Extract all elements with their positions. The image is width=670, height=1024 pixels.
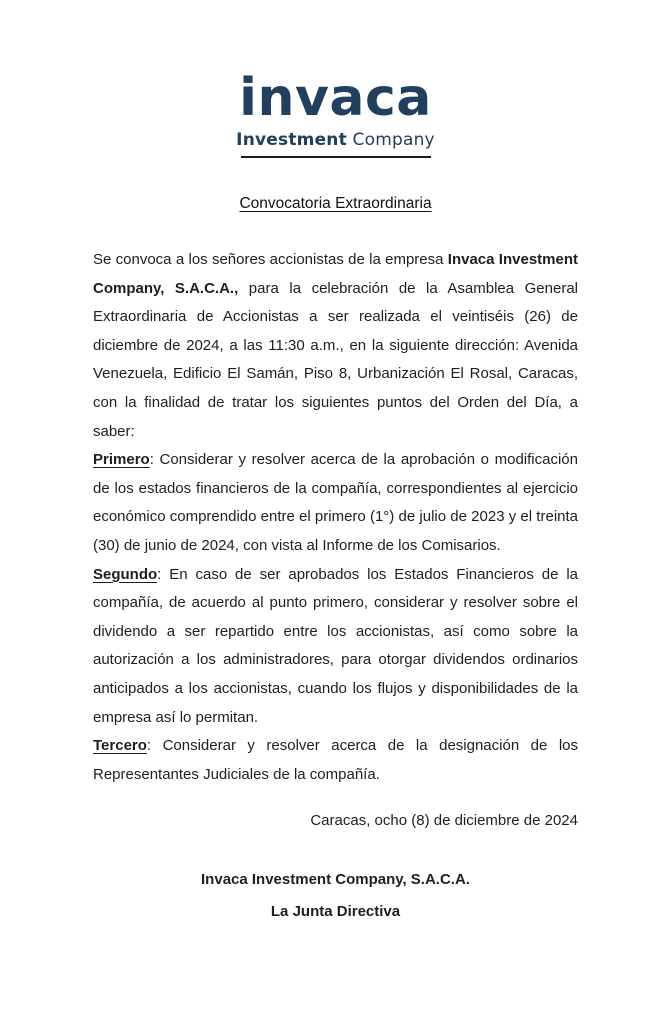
- paragraph-convocation-text-cont: para la celebración de la Asamblea General Extraordinaria de Accionistas a ser realizada el veintiséis (26) de diciembre de 2024, a las 11:30 a.m., en la siguiente dirección: Avenida Venezuela, Edificio El Samán, Piso 8, Urbanización El Rosal, Caracas, con la finalidad de tratar los siguientes puntos del Orden del Día, a saber:: [93, 279, 579, 440]
- logo-subtitle-light: Company: [352, 130, 435, 150]
- primero-text: : Considerar y resolver acerca de la aprobación o modificación de los estados financieros de la compañía, correspondientes al ejercicio económico comprendido entre el primero (1°) de julio de 2023 y el treinta (30) de junio de 2024, con vista al Informe de los Comisarios.: [93, 451, 578, 554]
- signature-board: La Junta Directiva: [270, 903, 401, 921]
- signature-company: Invaca Investment Company, S.A.C.A.: [201, 870, 470, 888]
- tercero-text: : Considerar y resolver acerca de la designación de los Representantes Judiciales de la compañía.: [93, 737, 578, 783]
- logo-subtitle: [93, 132, 578, 149]
- paragraph-segundo: [93, 561, 578, 733]
- signature-block: [93, 866, 578, 927]
- company-logo: [93, 68, 578, 158]
- paragraph-convocation-text: Se convoca a los señores accionistas de la empresa: [93, 251, 448, 268]
- company-name-bold: Invaca Investment Company, S.A.C.A.,: [93, 251, 578, 297]
- logo-subtitle-strong: Investment: [236, 130, 347, 150]
- primero-lead-in: Primero: [93, 451, 150, 469]
- tercero-lead-in: Tercero: [93, 737, 147, 755]
- document-body: [93, 246, 578, 789]
- paragraph-convocation: [93, 246, 578, 446]
- logo-wordmark: invaca: [239, 68, 432, 128]
- logo-underline-rule: [241, 156, 431, 158]
- paragraph-primero: [93, 446, 578, 560]
- segundo-lead-in: Segundo: [93, 565, 158, 583]
- paragraph-tercero: [93, 732, 578, 789]
- segundo-text: : En caso de ser aprobados los Estados Financieros de la compañía, de acuerdo al punto primero, considerar y resolver sobre el dividendo a ser repartido entre los accionistas, así como sobre la autorización a los administradores, para otorgar dividendos ordinarios anticipados a los accionistas, cuando los flujos y disponibilidades de la empresa así lo permitan.: [93, 565, 578, 726]
- document-title: Convocatoria Extraordinaria: [239, 195, 432, 212]
- date-line: Caracas, ocho (8) de diciembre de 2024: [310, 812, 578, 830]
